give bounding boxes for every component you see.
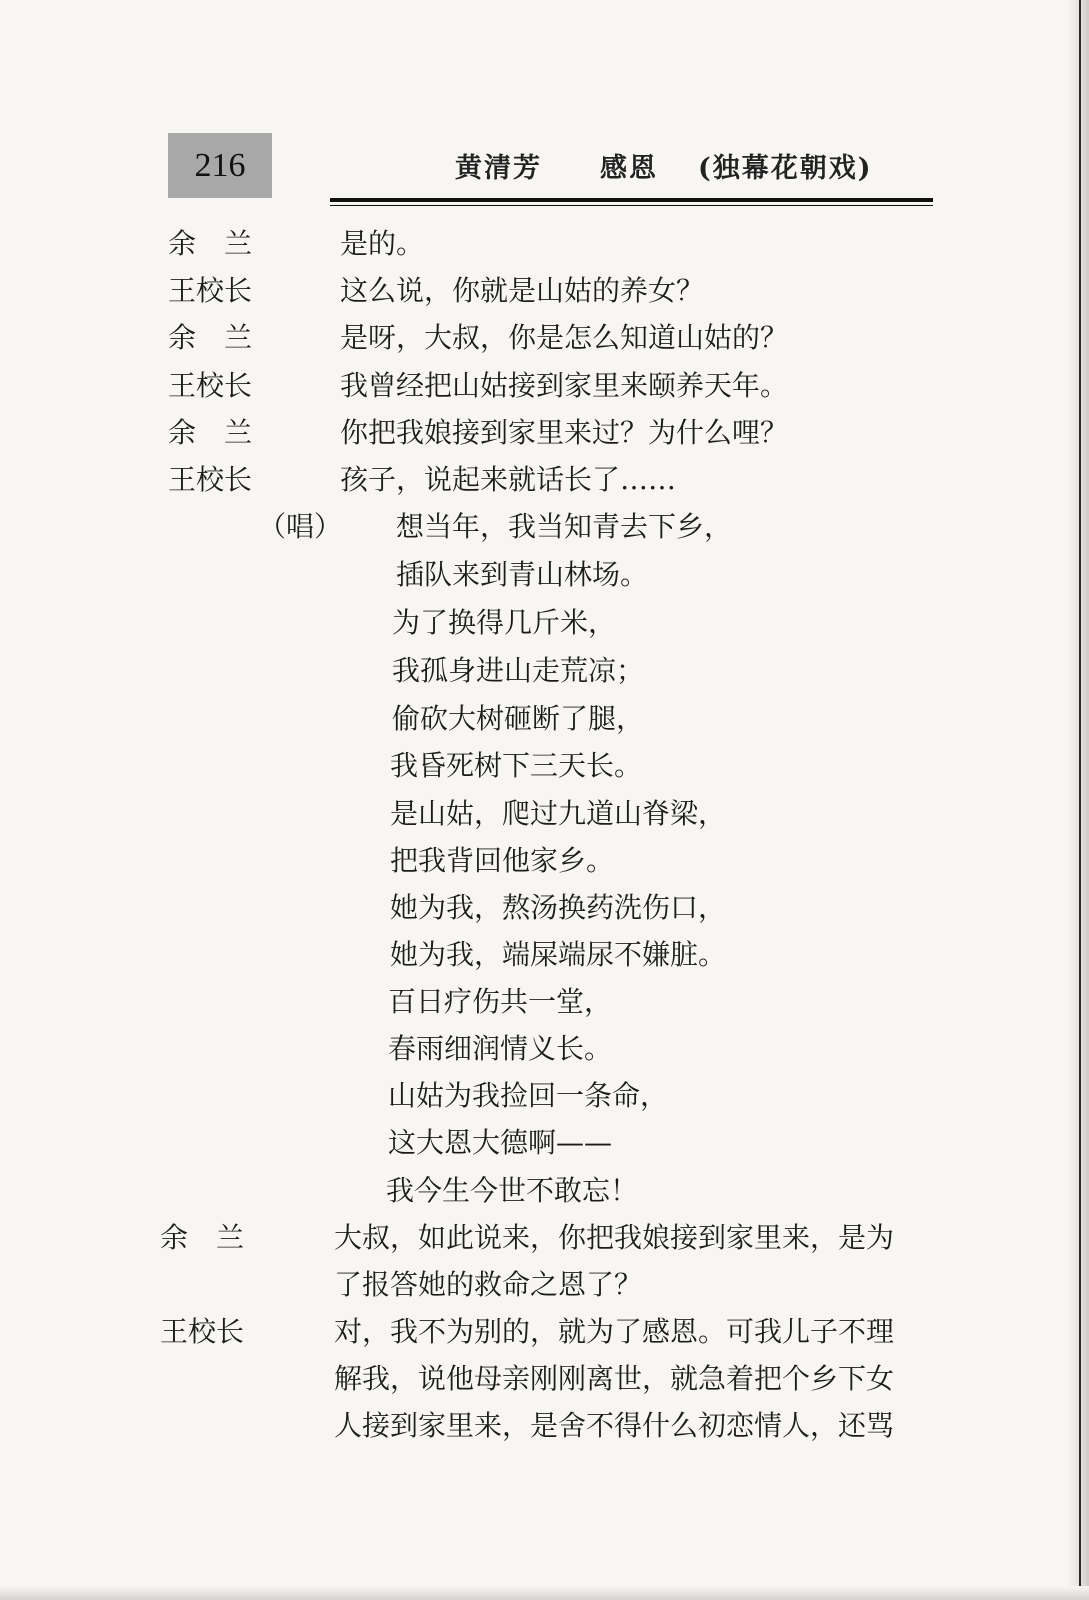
page-number: 216: [168, 133, 272, 198]
song-line: 偷砍大树砸断了腿，: [392, 702, 645, 735]
dialogue-line: 你把我娘接到家里来过？为什么哩？: [340, 416, 789, 449]
song-line: 我今生今世不敢忘！: [386, 1174, 639, 1207]
speaker-name: 王校长: [168, 463, 253, 496]
song-line: 是山姑，爬过九道山脊梁，: [390, 797, 727, 830]
speaker-name: 王校长: [168, 274, 253, 307]
header-author: 黄清芳: [455, 153, 542, 184]
page-bottom-edge: [0, 1586, 1089, 1600]
header-title: 感恩: [600, 153, 658, 184]
dialogue-line: 是的。: [340, 227, 425, 260]
running-header: [455, 146, 925, 190]
page-right-edge: [1067, 0, 1089, 1600]
dialogue-line: 了报答她的救命之恩了？: [334, 1268, 643, 1301]
song-line: 春雨细润情义长。: [388, 1032, 613, 1065]
song-line: 我昏死树下三天长。: [390, 749, 643, 782]
dialogue-line: 我曾经把山姑接到家里来颐养天年。: [340, 369, 789, 402]
dialogue-line: 对，我不为别的，就为了感恩。可我儿子不理: [334, 1315, 895, 1348]
song-line: 她为我，端屎端尿不嫌脏。: [390, 938, 727, 971]
header-rule-thick: [330, 198, 933, 202]
song-line: 想当年，我当知青去下乡，: [396, 510, 733, 543]
dialogue-line: 这么说，你就是山姑的养女？: [340, 274, 705, 307]
dialogue-line: 解我，说他母亲刚刚离世，就急着把个乡下女: [334, 1362, 895, 1395]
song-cue: （唱）: [258, 510, 343, 543]
song-line: 这大恩大德啊——: [388, 1126, 613, 1159]
header-genre: (独幕花朝戏): [698, 153, 873, 184]
song-line: 我孤身进山走荒凉；: [392, 654, 645, 687]
song-line: 百日疗伤共一堂，: [388, 985, 613, 1018]
dialogue-line: 人接到家里来，是舍不得什么初恋情人，还骂: [334, 1409, 895, 1442]
binding-line: [1079, 0, 1081, 1600]
speaker-name: 王校长: [168, 369, 253, 402]
speaker-name: 余 兰: [168, 416, 253, 449]
speaker-name: 余 兰: [168, 227, 253, 260]
speaker-name: 余 兰: [160, 1221, 245, 1254]
header-rule-thin: [330, 205, 933, 206]
song-line: 插队来到青山林场。: [396, 558, 649, 591]
dialogue-line: 孩子，说起来就话长了……: [340, 463, 677, 496]
dialogue-line: 是呀，大叔，你是怎么知道山姑的？: [340, 321, 789, 354]
song-line: 她为我，熬汤换药洗伤口，: [390, 891, 727, 924]
speaker-name: 余 兰: [168, 321, 253, 354]
song-line: 为了换得几斤米，: [392, 606, 617, 639]
dialogue-line: 大叔，如此说来，你把我娘接到家里来，是为: [334, 1221, 895, 1254]
speaker-name: 王校长: [160, 1315, 245, 1348]
song-line: 把我背回他家乡。: [390, 844, 615, 877]
song-line: 山姑为我捡回一条命，: [388, 1079, 669, 1112]
